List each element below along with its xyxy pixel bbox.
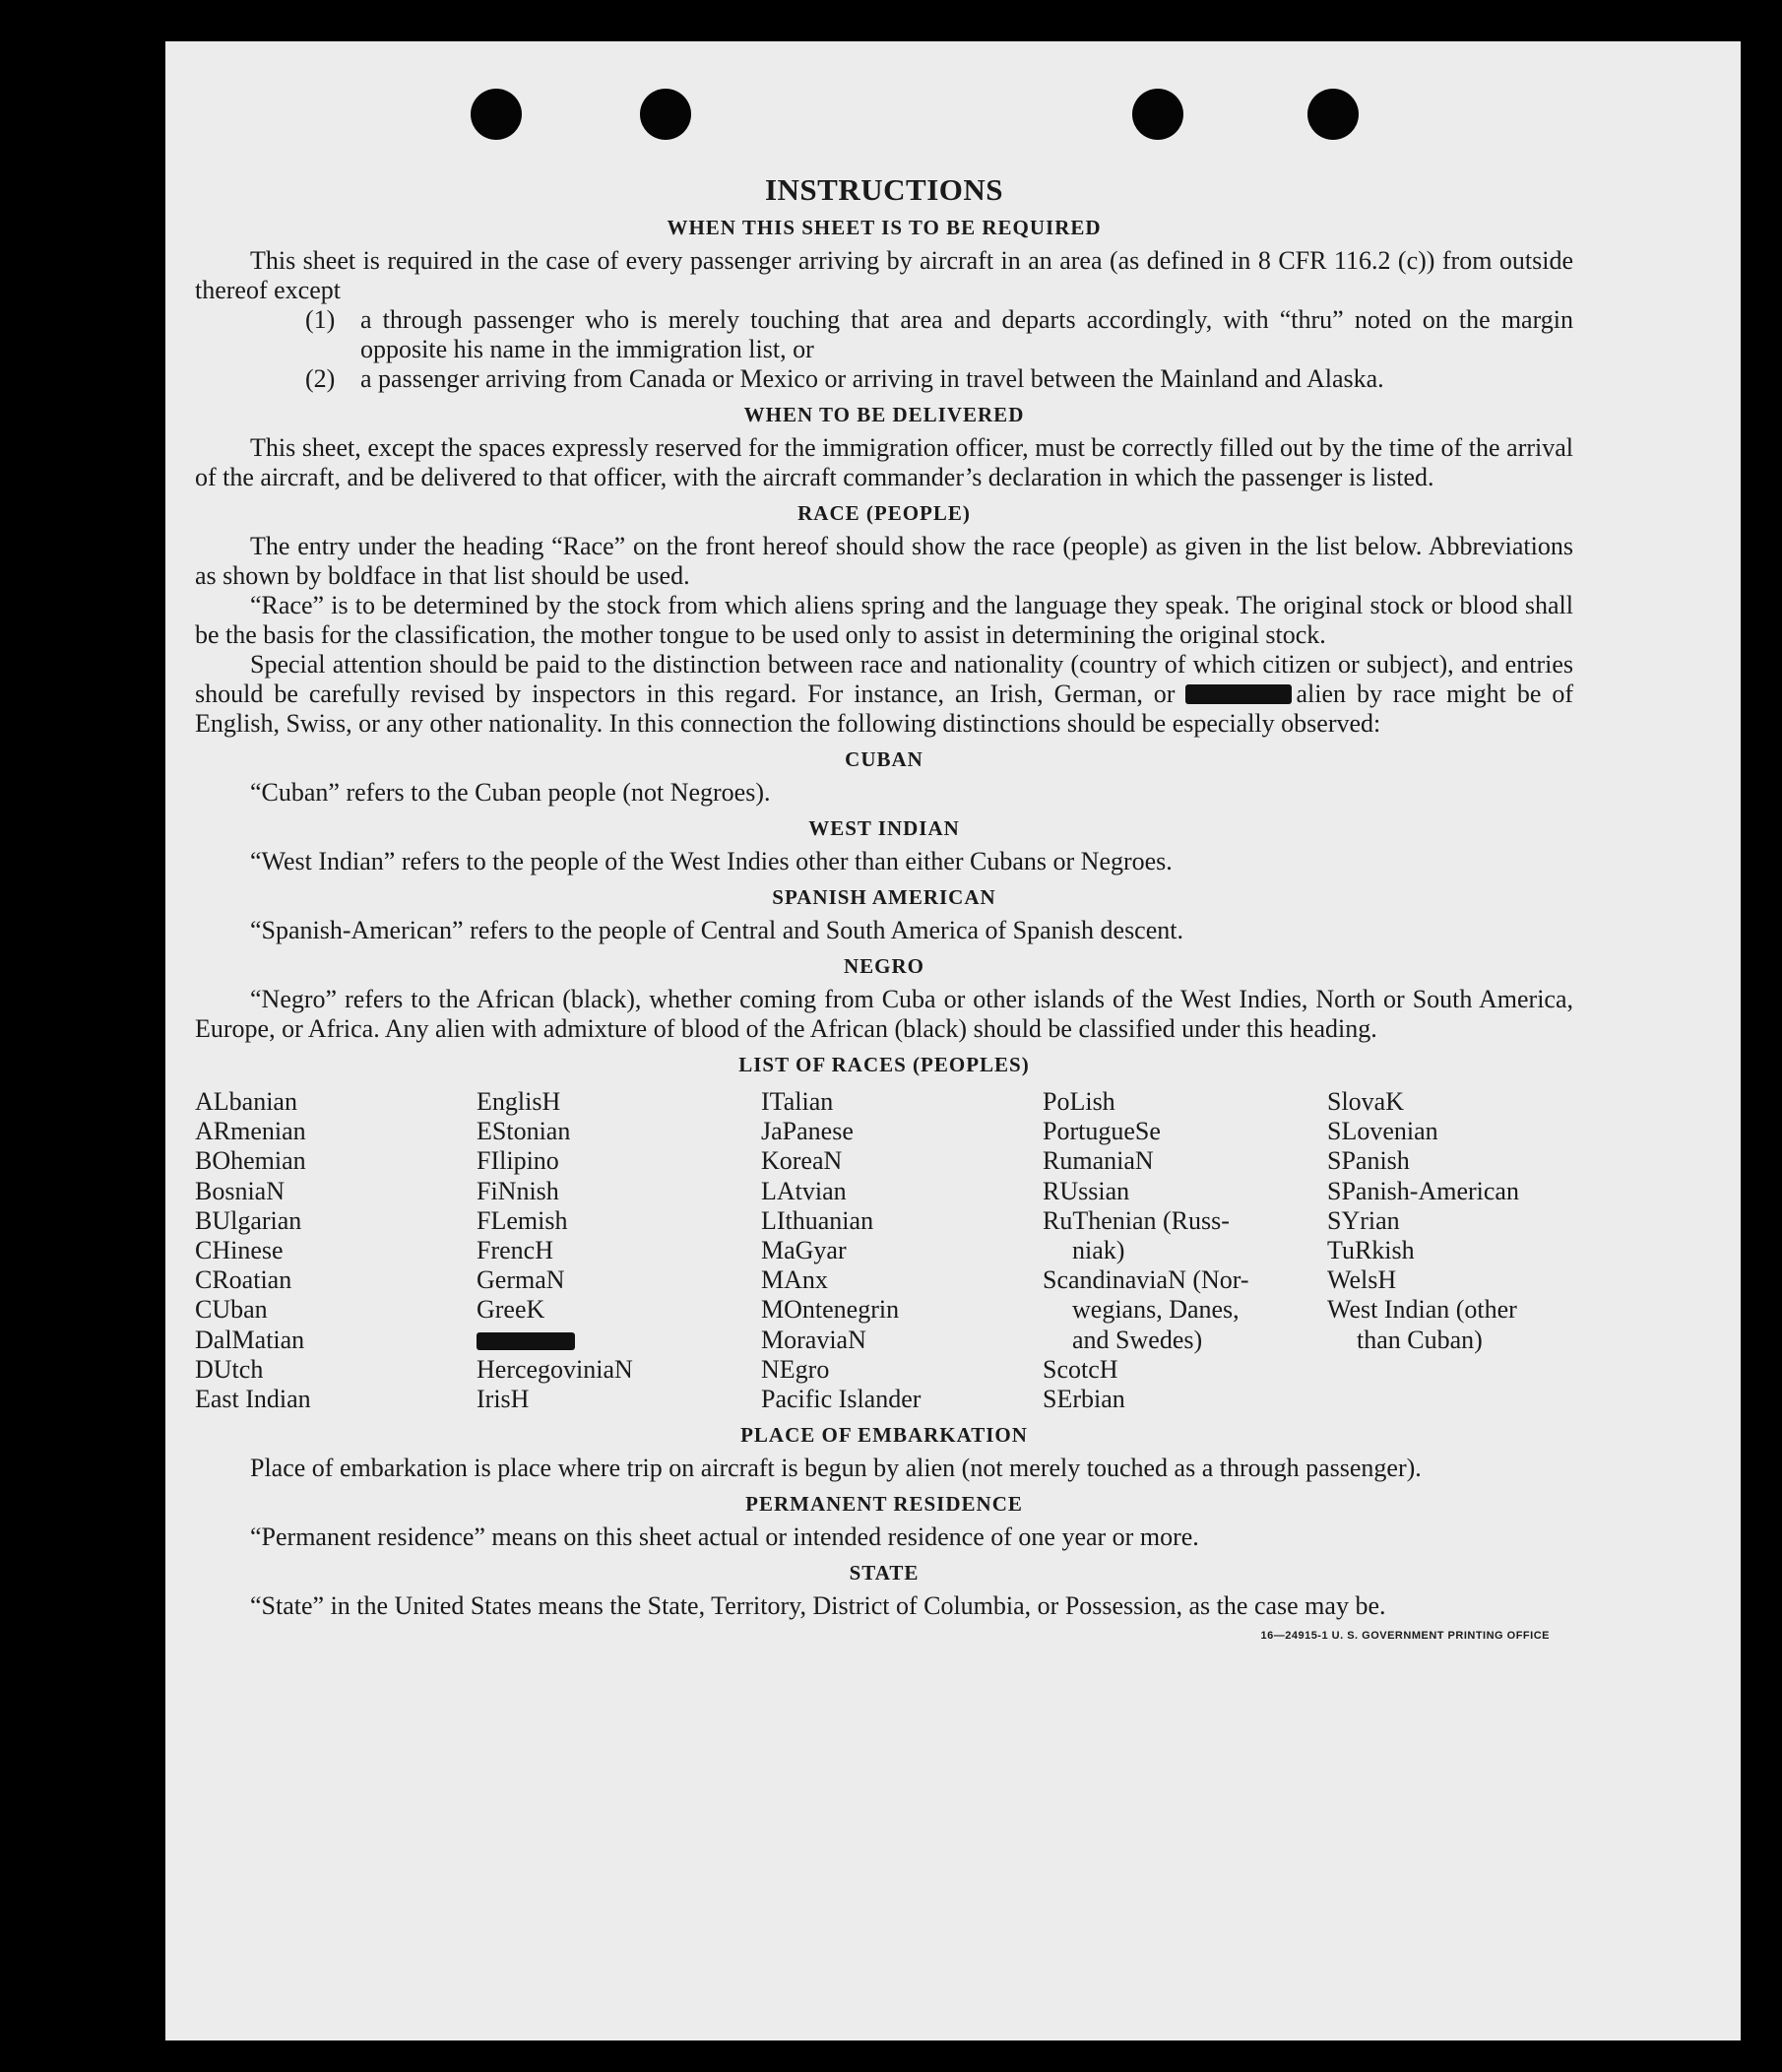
race-entry-continued: wegians, Danes, (1072, 1295, 1240, 1325)
race-entry: CRoatian (195, 1265, 292, 1295)
punch-hole (640, 89, 691, 140)
paragraph: “West Indian” refers to the people of the West Indies other than either Cubans or Negroes. (250, 847, 1173, 875)
race-entry: ScandinaviaN (Nor- (1043, 1265, 1249, 1295)
race-entry: LAtvian (761, 1176, 847, 1205)
race-entry: SLovenian (1327, 1117, 1438, 1146)
race-column (195, 1087, 477, 1414)
race-entry: SPanish-American (1327, 1176, 1519, 1205)
race-entry: CUban (195, 1295, 268, 1325)
race-entry: BosniaN (195, 1176, 285, 1205)
race-entry: East Indian (195, 1385, 311, 1414)
paragraph: “Spanish-American” refers to the people of Central and South America of Spanish descent. (250, 916, 1183, 944)
section-heading: WHEN TO BE DELIVERED (743, 403, 1025, 426)
race-entry: RumaniaN (1043, 1146, 1154, 1176)
race-entry: NEgro (761, 1354, 830, 1384)
race-entry: SYrian (1327, 1205, 1400, 1235)
instructions-content (195, 172, 1573, 1652)
race-entry: MAnx (761, 1265, 828, 1295)
race-entry: LIthuanian (761, 1205, 874, 1235)
race-entry: DUtch (195, 1354, 264, 1384)
page-title: INSTRUCTIONS (764, 172, 1003, 207)
list-item (195, 305, 1573, 364)
document-sheet (165, 41, 1741, 2040)
race-column (1327, 1087, 1573, 1414)
list-item (195, 364, 1573, 394)
race-list (195, 1087, 1573, 1414)
race-entry: EStonian (477, 1117, 571, 1146)
race-entry: FIlipino (477, 1146, 559, 1176)
race-entry-redacted (477, 1326, 761, 1355)
race-entry: SErbian (1043, 1385, 1125, 1414)
race-entry: DalMatian (195, 1325, 305, 1354)
race-entry: EnglisH (477, 1087, 561, 1116)
race-entry-continued: and Swedes) (1072, 1325, 1203, 1354)
race-entry: ALbanian (195, 1087, 297, 1116)
section-heading: LIST OF RACES (PEOPLES) (738, 1053, 1030, 1076)
item-number: (1) (305, 305, 336, 334)
paragraph: Place of embarkation is place where trip on aircraft is begun by alien (not merely touched as a through passenger). (250, 1454, 1422, 1483)
race-entry: Pacific Islander (761, 1385, 922, 1414)
race-entry: TuRkish (1327, 1236, 1415, 1265)
section-heading: STATE (849, 1561, 920, 1586)
race-entry-continued: niak) (1072, 1236, 1125, 1265)
section-heading: WHEN THIS SHEET IS TO BE REQUIRED (667, 216, 1102, 239)
race-column (477, 1087, 761, 1414)
section-heading: WEST INDIAN (808, 816, 960, 840)
race-entry: ITalian (761, 1087, 834, 1116)
race-entry: MoraviaN (761, 1325, 866, 1354)
section-heading: PERMANENT RESIDENCE (745, 1492, 1023, 1517)
printer-mark: 16—24915-1 U. S. GOVERNMENT PRINTING OFFICE (1260, 1630, 1550, 1643)
race-entry: BOhemian (195, 1146, 306, 1176)
punch-hole (1307, 89, 1359, 140)
paragraph: “Race” is to be determined by the stock from which aliens spring and the language they speak. The original stock or blood shall be the basis for the classification, the mother tongue to be used only to assist in determining the original stock. (195, 591, 1573, 649)
paragraph (195, 650, 1573, 739)
paragraph: The entry under the heading “Race” on the front hereof should show the race (people) as given in the list below. Abbreviations as shown by boldface in that list should be used. (195, 532, 1573, 590)
race-entry: CHinese (195, 1236, 284, 1265)
paragraph: This sheet, except the spaces expressly reserved for the immigration officer, must be correctly filled out by the time of the arrival of the aircraft, and be delivered to that officer, with the aircraft commander’s declaration in which the passenger is listed. (195, 433, 1573, 491)
section-heading: SPANISH AMERICAN (772, 885, 996, 909)
paragraph: This sheet is required in the case of every passenger arriving by aircraft in an area (as defined in 8 CFR 116.2 (c)) from outside thereof except (195, 246, 1573, 304)
redaction-mark (477, 1332, 575, 1350)
section-heading: PLACE OF EMBARKATION (740, 1423, 1028, 1448)
race-column (1043, 1087, 1327, 1414)
race-entry: MaGyar (761, 1236, 847, 1265)
race-entry-continued: than Cuban) (1357, 1325, 1483, 1354)
punch-hole (1132, 89, 1183, 140)
item-number: (2) (305, 364, 336, 393)
section-heading: RACE (PEOPLE) (797, 501, 971, 525)
footer (195, 1621, 1573, 1652)
race-entry: ARmenian (195, 1117, 306, 1146)
paragraph-part: alien by race might be of English, Swiss, or any other nationality. In this connection the following distinctions should be especially observed: (195, 680, 1573, 738)
race-entry: HercegoviniaN (477, 1354, 633, 1384)
race-entry: PoLish (1043, 1087, 1115, 1116)
race-entry: GreeK (477, 1295, 545, 1325)
race-entry: RuThenian (Russ- (1043, 1205, 1230, 1235)
section-heading: NEGRO (843, 954, 924, 978)
race-entry: RUssian (1043, 1176, 1130, 1205)
punch-hole (471, 89, 522, 140)
race-entry: SlovaK (1327, 1087, 1404, 1116)
race-entry: WelsH (1327, 1265, 1397, 1295)
item-text: a passenger arriving from Canada or Mexico or arriving in travel between the Mainland and Alaska. (360, 364, 1384, 393)
race-entry: GermaN (477, 1265, 565, 1295)
race-entry: KoreaN (761, 1146, 843, 1176)
race-entry: FiNnish (477, 1176, 559, 1205)
race-entry: FLemish (477, 1205, 568, 1235)
item-text: a through passenger who is merely touching that area and departs accordingly, with “thru” noted on the margin opposite his name in the immigration list, or (360, 305, 1573, 363)
race-entry: FrencH (477, 1236, 553, 1265)
paragraph: “State” in the United States means the State, Territory, District of Columbia, or Possession, as the case may be. (250, 1591, 1386, 1621)
race-entry: BUlgarian (195, 1205, 302, 1235)
paragraph: “Permanent residence” means on this sheet actual or intended residence of one year or more. (250, 1522, 1199, 1552)
race-entry: ScotcH (1043, 1354, 1118, 1384)
section-heading: CUBAN (845, 747, 923, 771)
race-entry: MOntenegrin (761, 1295, 900, 1325)
race-entry: JaPanese (761, 1117, 854, 1146)
race-entry: West Indian (other (1327, 1295, 1517, 1325)
paragraph: “Cuban” refers to the Cuban people (not Negroes). (250, 778, 771, 807)
race-entry: SPanish (1327, 1146, 1410, 1176)
race-column (761, 1087, 1043, 1414)
race-entry: IrisH (477, 1385, 530, 1414)
race-entry: PortugueSe (1043, 1117, 1161, 1146)
paragraph-part: Special attention should be paid to the distinction between race and nationality (country of which citizen or subject), and entries should be carefully revised by inspectors in this regard. For instance, an Irish, German, or (195, 650, 1573, 708)
redaction-mark (1185, 684, 1292, 704)
paragraph: “Negro” refers to the African (black), whether coming from Cuba or other islands of the West Indies, North or South America, Europe, or Africa. Any alien with admixture of blood of the African (black) should be classified under this heading. (195, 985, 1573, 1043)
